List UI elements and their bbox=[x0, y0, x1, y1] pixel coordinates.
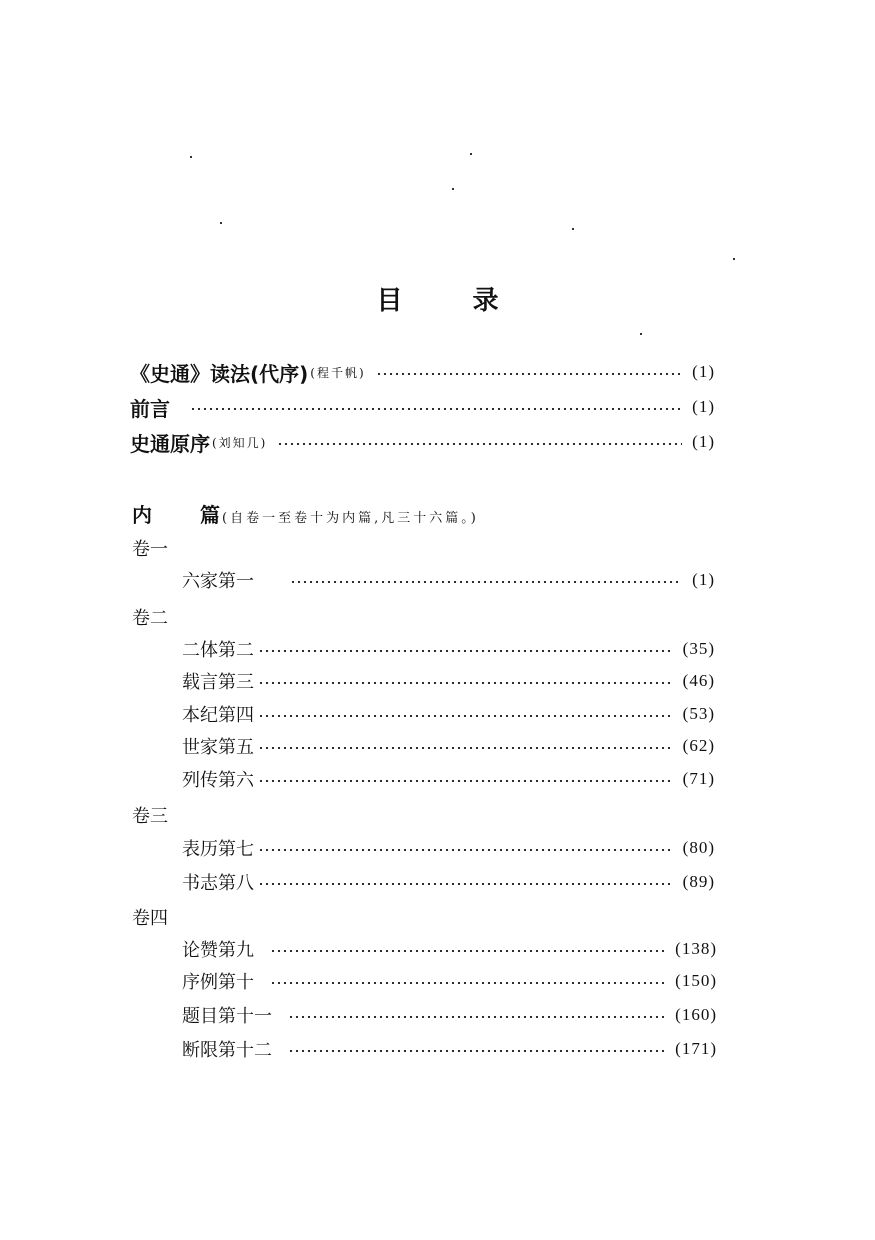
dot-leader bbox=[258, 849, 673, 851]
entry-page: (171) bbox=[675, 1039, 717, 1058]
scan-speck bbox=[452, 188, 454, 190]
entry-page: (35) bbox=[682, 639, 715, 658]
entry-label: 载言第三 bbox=[182, 672, 254, 693]
entry-page: (160) bbox=[675, 1005, 717, 1024]
dot-leader bbox=[270, 950, 665, 952]
toc-entry-chapter[interactable] bbox=[182, 565, 715, 595]
scan-speck bbox=[572, 228, 574, 230]
title-char-2: 录 bbox=[472, 286, 499, 316]
dot-leader bbox=[270, 982, 665, 984]
dot-leader bbox=[258, 650, 673, 652]
entry-page: (46) bbox=[682, 671, 715, 690]
toc-entry-chapter[interactable] bbox=[182, 867, 715, 897]
entry-label: 前言 bbox=[130, 396, 170, 421]
toc-entry-chapter[interactable] bbox=[182, 634, 715, 664]
page-title bbox=[0, 280, 875, 317]
part-name-2: 篇 bbox=[200, 503, 220, 527]
entry-page: (53) bbox=[682, 704, 715, 723]
entry-page: (150) bbox=[675, 971, 717, 990]
entry-label: 二体第二 bbox=[182, 640, 254, 661]
dot-leader bbox=[277, 443, 682, 445]
dot-leader bbox=[258, 780, 673, 782]
dot-leader bbox=[258, 747, 673, 749]
dot-leader bbox=[290, 581, 682, 583]
toc-entry-chapter[interactable] bbox=[182, 1000, 717, 1030]
dot-leader bbox=[288, 1050, 665, 1052]
toc-entry-chapter[interactable] bbox=[182, 666, 715, 696]
scan-speck bbox=[640, 333, 642, 335]
toc-entry-chapter[interactable] bbox=[182, 764, 715, 794]
entry-label: 《史通》读法(代序) bbox=[130, 361, 309, 386]
volume-heading: 卷四 bbox=[132, 908, 168, 929]
scan-speck bbox=[470, 153, 472, 155]
scan-speck bbox=[220, 222, 222, 224]
scan-speck bbox=[733, 258, 735, 260]
volume-heading: 卷二 bbox=[132, 608, 168, 629]
entry-page: (89) bbox=[682, 872, 715, 891]
dot-leader bbox=[190, 408, 682, 410]
entry-label: 题目第十一 bbox=[182, 1006, 272, 1027]
entry-label: 本纪第四 bbox=[182, 705, 254, 726]
title-char-1: 目 bbox=[376, 286, 403, 316]
toc-entry-original-preface[interactable] bbox=[130, 427, 715, 457]
entry-page: (1) bbox=[692, 432, 715, 451]
part-note: (自卷一至卷十为内篇,凡三十六篇。) bbox=[222, 511, 479, 526]
entry-label: 世家第五 bbox=[182, 737, 254, 758]
toc-entry-chapter[interactable] bbox=[182, 833, 715, 863]
entry-author-note: (刘知几) bbox=[212, 435, 268, 450]
toc-entry-preface[interactable] bbox=[130, 392, 715, 422]
entry-page: (1) bbox=[692, 397, 715, 416]
entry-label: 论赞第九 bbox=[182, 940, 254, 961]
entry-page: (1) bbox=[692, 362, 715, 381]
entry-page: (71) bbox=[682, 769, 715, 788]
entry-label: 史通原序 bbox=[130, 431, 210, 456]
volume-heading: 卷一 bbox=[132, 539, 168, 560]
entry-author-note: (程千帆) bbox=[310, 365, 366, 380]
toc-entry-chapter[interactable] bbox=[182, 966, 717, 996]
entry-label: 序例第十 bbox=[182, 972, 254, 993]
entry-label: 表历第七 bbox=[182, 839, 254, 860]
toc-entry-chapter[interactable] bbox=[182, 699, 715, 729]
toc-entry-chapter[interactable] bbox=[182, 1034, 717, 1064]
entry-page: (80) bbox=[682, 838, 715, 857]
entry-page: (138) bbox=[675, 939, 717, 958]
entry-label: 书志第八 bbox=[182, 873, 254, 894]
part-name-1: 内 bbox=[132, 503, 152, 527]
entry-page: (62) bbox=[682, 736, 715, 755]
volume-heading: 卷三 bbox=[132, 806, 168, 827]
toc-entry-chapter[interactable] bbox=[182, 934, 717, 964]
scan-speck bbox=[190, 156, 192, 158]
dot-leader bbox=[258, 715, 673, 717]
dot-leader bbox=[288, 1016, 665, 1018]
entry-label: 列传第六 bbox=[182, 770, 254, 791]
toc-entry-chapter[interactable] bbox=[182, 731, 715, 761]
entry-page: (1) bbox=[692, 570, 715, 589]
entry-label: 六家第一 bbox=[182, 571, 254, 592]
part-heading bbox=[132, 500, 479, 530]
toc-entry-foreword[interactable] bbox=[130, 357, 715, 387]
entry-label: 断限第十二 bbox=[182, 1040, 272, 1061]
dot-leader bbox=[258, 883, 673, 885]
dot-leader bbox=[258, 682, 673, 684]
dot-leader bbox=[376, 373, 683, 375]
